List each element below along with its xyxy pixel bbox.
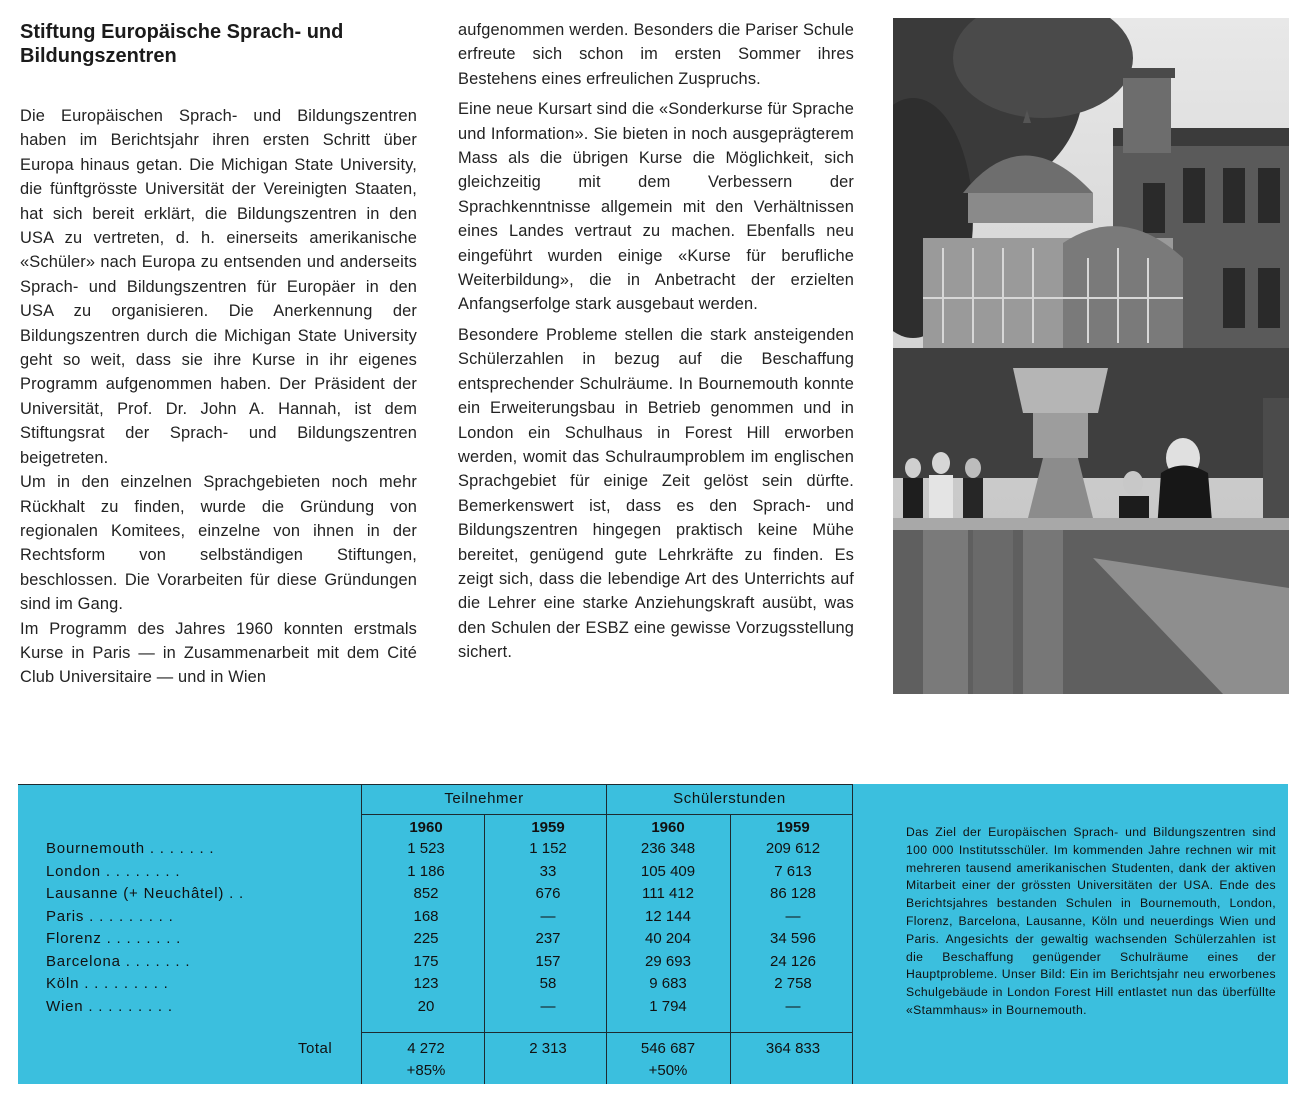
table-row: [18, 975, 868, 998]
table-row: [18, 863, 868, 886]
increase-cell: +50%: [648, 1062, 688, 1079]
table-cell: —: [540, 997, 556, 1015]
school-building-photo: [893, 18, 1289, 694]
table-cell: 34 596: [770, 930, 816, 947]
table-cell: 676: [535, 885, 561, 902]
table-cell: 237: [535, 930, 561, 947]
total-label: Total: [298, 1040, 333, 1057]
table-cell: 1 794: [649, 997, 687, 1015]
table-cell: 1 523: [407, 840, 445, 857]
year-header: 1960: [409, 819, 443, 836]
table-row: [18, 840, 868, 863]
table-cell: 175: [413, 952, 439, 970]
building-photo-illustration: [893, 18, 1289, 694]
middle-text-column: [458, 18, 854, 665]
total-cell: 364 833: [765, 1040, 821, 1057]
photo-caption: [906, 824, 1276, 1020]
paragraph: Im Programm des Jahres 1960 konnten erstmals Kurse in Paris — in Zusammenarbeit mit dem Cité Club Universitaire — und in Wien: [20, 619, 417, 687]
year-header: 1959: [776, 819, 810, 836]
table-cell: 236 348: [640, 840, 696, 857]
table-cell: —: [785, 907, 801, 925]
paragraph: Besondere Probleme stellen die stark ansteigenden Schülerzahlen in bezug auf die Beschaffung entsprechender Schulräume. In Bournemouth konnte ein Erweiterungsbau in Betrieb genommen und in London ein Schulhaus in Forest Hill erworben werden, womit das Schulraumproblem im englischen Sprachgebiet für einige Zeit gelöst sein dürfte. Bemerkenswert ist, dass es den Sprach- und Bildungszentren hingegen praktisch keine Mühe bereitet, genügend gute Lehrkräfte zu finden. Es zeigt sich, dass die lebendige Art des Unterrichts auf die Lehrer eine starke Anziehungskraft ausübt, was den Schulen der ESBZ eine gewisse Vorzugsstellung sichert.: [458, 325, 854, 662]
table-cell: 40 204: [645, 930, 691, 947]
table-cell: 12 144: [645, 907, 691, 925]
table-cell: 105 409: [640, 862, 696, 880]
paragraph: Die Europäischen Sprach- und Bildungszentren haben im Berichtsjahr ihren ersten Schritt über Europa hinaus getan. Die Michigan State University, die fünftgrösste Universität der Vereinigten Staaten, hat sich bereit erklärt, die Bildungszentren in den USA zu vertreten, d. h. einerseits amerikanische «Schüler» nach Europa zu entsenden und anderseits Sprach- und Bildungszentren für Europäer in den USA zu organisieren. Die Anerkennung der Bildungszentren durch die Michigan State University geht so weit, dass sie ihre Kurse in ihr eigenes Programm aufgenommen haben. Der Präsident der Universität, Prof. Dr. John A. Hannah, ist dem Stiftungsrat der Sprach- und Bildungszentren beigetreten.: [20, 107, 417, 467]
table-cell: 111 412: [642, 885, 694, 902]
total-cell: 4 272: [407, 1040, 445, 1057]
statistics-panel: [18, 784, 1288, 1084]
paragraph: Um in den einzelnen Sprachgebieten noch mehr Rückhalt zu finden, wurde die Gründung von regionalen Komitees, einzelne von ihnen in der Rechtsform von selbständigen Stiftungen, beschlossen. Die Vorarbeiten für diese Gründungen sind im Gang.: [20, 473, 417, 614]
table-cell: 157: [535, 952, 561, 970]
caption-text: Das Ziel der Europäischen Sprach- und Bildungszentren sind 100 000 Institutsschüler. Im kommenden Jahre rechnen wir mit mehreren tausend amerikanischen Studenten, dank der aktiven Mitarbeit einer der grössten Universitäten der USA. Ende des Berichtsjahres bestanden Schulen in Bournemouth, London, Florenz, Barcelona, Lausanne, Köln und neuerdings Wien und Paris. Angesichts der gewaltig wachsenden Schülerzahlen ist die Beschaffung genügender Schulräume eines der Hauptprobleme. Unser Bild: Ein im Berichtsjahr neu erworbenes Schulgebäude in London Forest Hill entlastet nun das überfüllte «Stammhaus» in Bournemouth.: [906, 825, 1276, 1017]
city-label: Paris . . . . . . . . .: [46, 907, 174, 925]
table-row: [18, 998, 868, 1021]
group-header-teilnehmer: Teilnehmer: [444, 790, 524, 807]
table-cell: —: [785, 997, 801, 1015]
total-cell: 546 687: [640, 1040, 696, 1057]
participants-table: [18, 784, 868, 1084]
page-title: Stiftung Europäische Sprach- und Bildungszentren: [20, 21, 344, 67]
city-label: Barcelona . . . . . . .: [46, 952, 191, 970]
header-rule: [361, 814, 853, 815]
table-cell: 7 613: [774, 862, 812, 880]
year-header: 1960: [651, 819, 685, 836]
table-cell: 1 186: [407, 862, 445, 880]
table-cell: 1 152: [529, 840, 567, 857]
total-cell: 2 313: [529, 1040, 567, 1057]
table-cell: 852: [413, 885, 439, 902]
table-row: [18, 930, 868, 953]
table-cell: 9 683: [649, 975, 687, 992]
table-cell: 20: [417, 997, 435, 1015]
year-header: 1959: [531, 819, 565, 836]
table-row: [18, 885, 868, 908]
paragraph: Eine neue Kursart sind die «Sonderkurse für Sprache und Information». Sie bieten in noch ausgeprägterem Mass als die übrigen Kurse die Möglichkeit, sich gleichzeitig mit dem Verbessern der Sprachkenntnisse allgemein mit den Verhältnissen eines Landes vertraut zu machen. Ebenfalls neu eingeführt wurden einige «Kurse für berufliche Weiterbildung», die in Anbetracht der erzielten Anfangserfolge stark ausgebaut werden.: [458, 100, 854, 314]
table-cell: 86 128: [770, 885, 816, 902]
table-row: [18, 953, 868, 976]
city-label: Bournemouth . . . . . . .: [46, 840, 215, 857]
header-rule: [18, 784, 853, 785]
table-cell: 168: [413, 907, 439, 925]
table-cell: 225: [413, 930, 439, 947]
increase-cell: +85%: [406, 1062, 446, 1079]
city-label: Florenz . . . . . . . .: [46, 930, 182, 947]
group-header-schuelerstunden: Schülerstunden: [673, 790, 786, 807]
left-text-column: [20, 104, 417, 690]
table-cell: 209 612: [765, 840, 821, 857]
table-cell: —: [540, 907, 556, 925]
table-cell: 123: [413, 975, 439, 992]
total-rule: [361, 1032, 853, 1033]
city-label: Wien . . . . . . . . .: [46, 997, 173, 1015]
table-row: [18, 908, 868, 931]
table-cell: 29 693: [645, 952, 691, 970]
table-cell: 24 126: [770, 952, 816, 970]
city-label: London . . . . . . . .: [46, 862, 181, 880]
table-cell: 2 758: [774, 975, 812, 992]
city-label: Lausanne (+ Neuchâtel) . .: [46, 885, 244, 902]
paragraph: aufgenommen werden. Besonders die Pariser Schule erfreute sich schon im ersten Sommer ihres Bestehens eines erfreulichen Zuspruchs.: [458, 21, 854, 88]
city-label: Köln . . . . . . . . .: [46, 975, 169, 992]
table-cell: 58: [539, 975, 557, 992]
table-cell: 33: [539, 862, 557, 880]
